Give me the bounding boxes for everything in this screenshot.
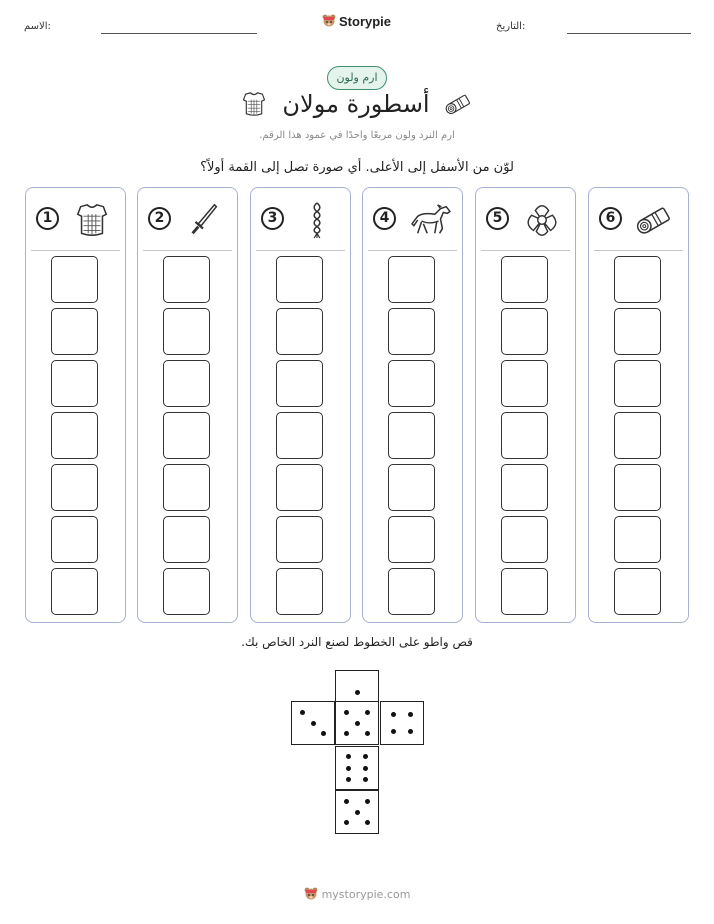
color-square[interactable] — [501, 568, 548, 615]
armor-icon — [73, 201, 111, 239]
dice-pip — [391, 729, 396, 734]
column-divider — [31, 250, 120, 251]
dice-pip — [355, 721, 360, 726]
color-square[interactable] — [51, 412, 98, 459]
footer — [0, 886, 714, 902]
dice-pip — [346, 766, 351, 771]
color-square[interactable] — [163, 256, 210, 303]
dice-face-bottom[interactable] — [335, 790, 379, 834]
color-square[interactable] — [614, 464, 661, 511]
dice-pip — [311, 721, 316, 726]
color-square[interactable] — [163, 412, 210, 459]
sword-icon — [185, 201, 223, 239]
color-square[interactable] — [51, 568, 98, 615]
dice-pip — [391, 712, 396, 717]
color-square[interactable] — [614, 412, 661, 459]
column-divider — [143, 250, 232, 251]
color-square[interactable] — [51, 308, 98, 355]
dice-pip — [344, 731, 349, 736]
color-square[interactable] — [163, 516, 210, 563]
color-square[interactable] — [276, 412, 323, 459]
color-square[interactable] — [501, 308, 548, 355]
dice-face-left[interactable] — [291, 701, 335, 745]
color-square[interactable] — [276, 256, 323, 303]
color-square[interactable] — [388, 256, 435, 303]
dice-pip — [363, 777, 368, 782]
dice-pip — [321, 731, 326, 736]
color-square[interactable] — [388, 412, 435, 459]
color-square[interactable] — [276, 308, 323, 355]
dice-pip — [365, 731, 370, 736]
footer-url: mystorypie.com — [321, 887, 411, 901]
column-divider — [594, 250, 683, 251]
column-5 — [475, 187, 576, 623]
color-square[interactable] — [501, 256, 548, 303]
column-divider — [481, 250, 570, 251]
color-square[interactable] — [501, 412, 548, 459]
dice-pip — [408, 729, 413, 734]
horse-icon — [408, 201, 454, 239]
instruction-text: لوّن من الأسفل إلى الأعلى. أي صورة تصل إلى القمة أولاً؟ — [200, 160, 514, 175]
brand-logo — [322, 13, 391, 29]
dice-face-right[interactable] — [380, 701, 424, 745]
column-number: 2 — [148, 207, 171, 230]
color-square[interactable] — [501, 516, 548, 563]
dice-pip — [300, 710, 305, 715]
dice-pip — [408, 712, 413, 717]
dice-pip — [365, 710, 370, 715]
color-square[interactable] — [614, 308, 661, 355]
scroll-icon — [444, 90, 474, 118]
dice-pip — [365, 799, 370, 804]
column-number: 4 — [373, 207, 396, 230]
dice-pip — [344, 799, 349, 804]
color-square[interactable] — [163, 360, 210, 407]
date-label: التاريخ: — [496, 21, 526, 32]
dice-pip — [346, 754, 351, 759]
color-square[interactable] — [51, 464, 98, 511]
bear-logo-icon — [322, 13, 336, 29]
activity-tag: ارم ولون — [327, 66, 387, 90]
column-number: 5 — [486, 207, 509, 230]
color-square[interactable] — [163, 308, 210, 355]
column-2 — [137, 187, 238, 623]
column-number: 1 — [36, 207, 59, 230]
color-square[interactable] — [276, 568, 323, 615]
column-header — [363, 188, 462, 248]
color-square[interactable] — [388, 516, 435, 563]
column-1 — [25, 187, 126, 623]
name-line — [101, 33, 257, 34]
column-divider — [256, 250, 345, 251]
column-header — [251, 188, 350, 248]
column-number: 6 — [599, 207, 622, 230]
column-number: 3 — [261, 207, 284, 230]
brand-name: Storypie — [339, 13, 392, 29]
column-divider — [368, 250, 457, 251]
dice-pip — [363, 754, 368, 759]
color-square[interactable] — [501, 360, 548, 407]
flower-icon — [523, 201, 561, 239]
dice-pip — [363, 766, 368, 771]
dice-pip — [346, 777, 351, 782]
name-label: الاسم: — [24, 21, 51, 32]
column-header — [26, 188, 125, 248]
dice-pip — [355, 810, 360, 815]
column-header — [138, 188, 237, 248]
color-square[interactable] — [614, 516, 661, 563]
column-header — [589, 188, 688, 248]
armor-icon — [240, 90, 268, 118]
color-square[interactable] — [276, 464, 323, 511]
bear-logo-icon — [304, 886, 318, 902]
dice-face-lower[interactable] — [335, 746, 379, 790]
column-3 — [250, 187, 351, 623]
column-6 — [588, 187, 689, 623]
page-subtitle: ارم النرد ولون مربعًا واحدًا في عمود هذا الرقم. — [259, 130, 455, 141]
date-line — [567, 33, 691, 34]
color-square[interactable] — [163, 568, 210, 615]
column-4 — [362, 187, 463, 623]
color-square[interactable] — [163, 464, 210, 511]
dice-pip — [365, 820, 370, 825]
color-square[interactable] — [614, 360, 661, 407]
title-row — [0, 90, 714, 118]
color-square[interactable] — [276, 516, 323, 563]
color-square[interactable] — [614, 256, 661, 303]
color-square[interactable] — [51, 516, 98, 563]
color-square[interactable] — [276, 360, 323, 407]
page-title: أسطورة مولان — [282, 90, 430, 118]
braid-icon — [298, 201, 336, 239]
color-square[interactable] — [388, 308, 435, 355]
color-square[interactable] — [388, 360, 435, 407]
color-square[interactable] — [51, 360, 98, 407]
dice-pip — [344, 820, 349, 825]
color-square[interactable] — [51, 256, 98, 303]
dice-instruction: قص واطو على الخطوط لصنع النرد الخاص بك. — [241, 635, 473, 649]
color-square[interactable] — [614, 568, 661, 615]
color-square[interactable] — [388, 568, 435, 615]
column-header — [476, 188, 575, 248]
color-square[interactable] — [501, 464, 548, 511]
scroll-icon — [636, 201, 674, 239]
dice-face-center[interactable] — [335, 701, 379, 745]
dice-pip — [344, 710, 349, 715]
color-square[interactable] — [388, 464, 435, 511]
dice-pip — [355, 690, 360, 695]
